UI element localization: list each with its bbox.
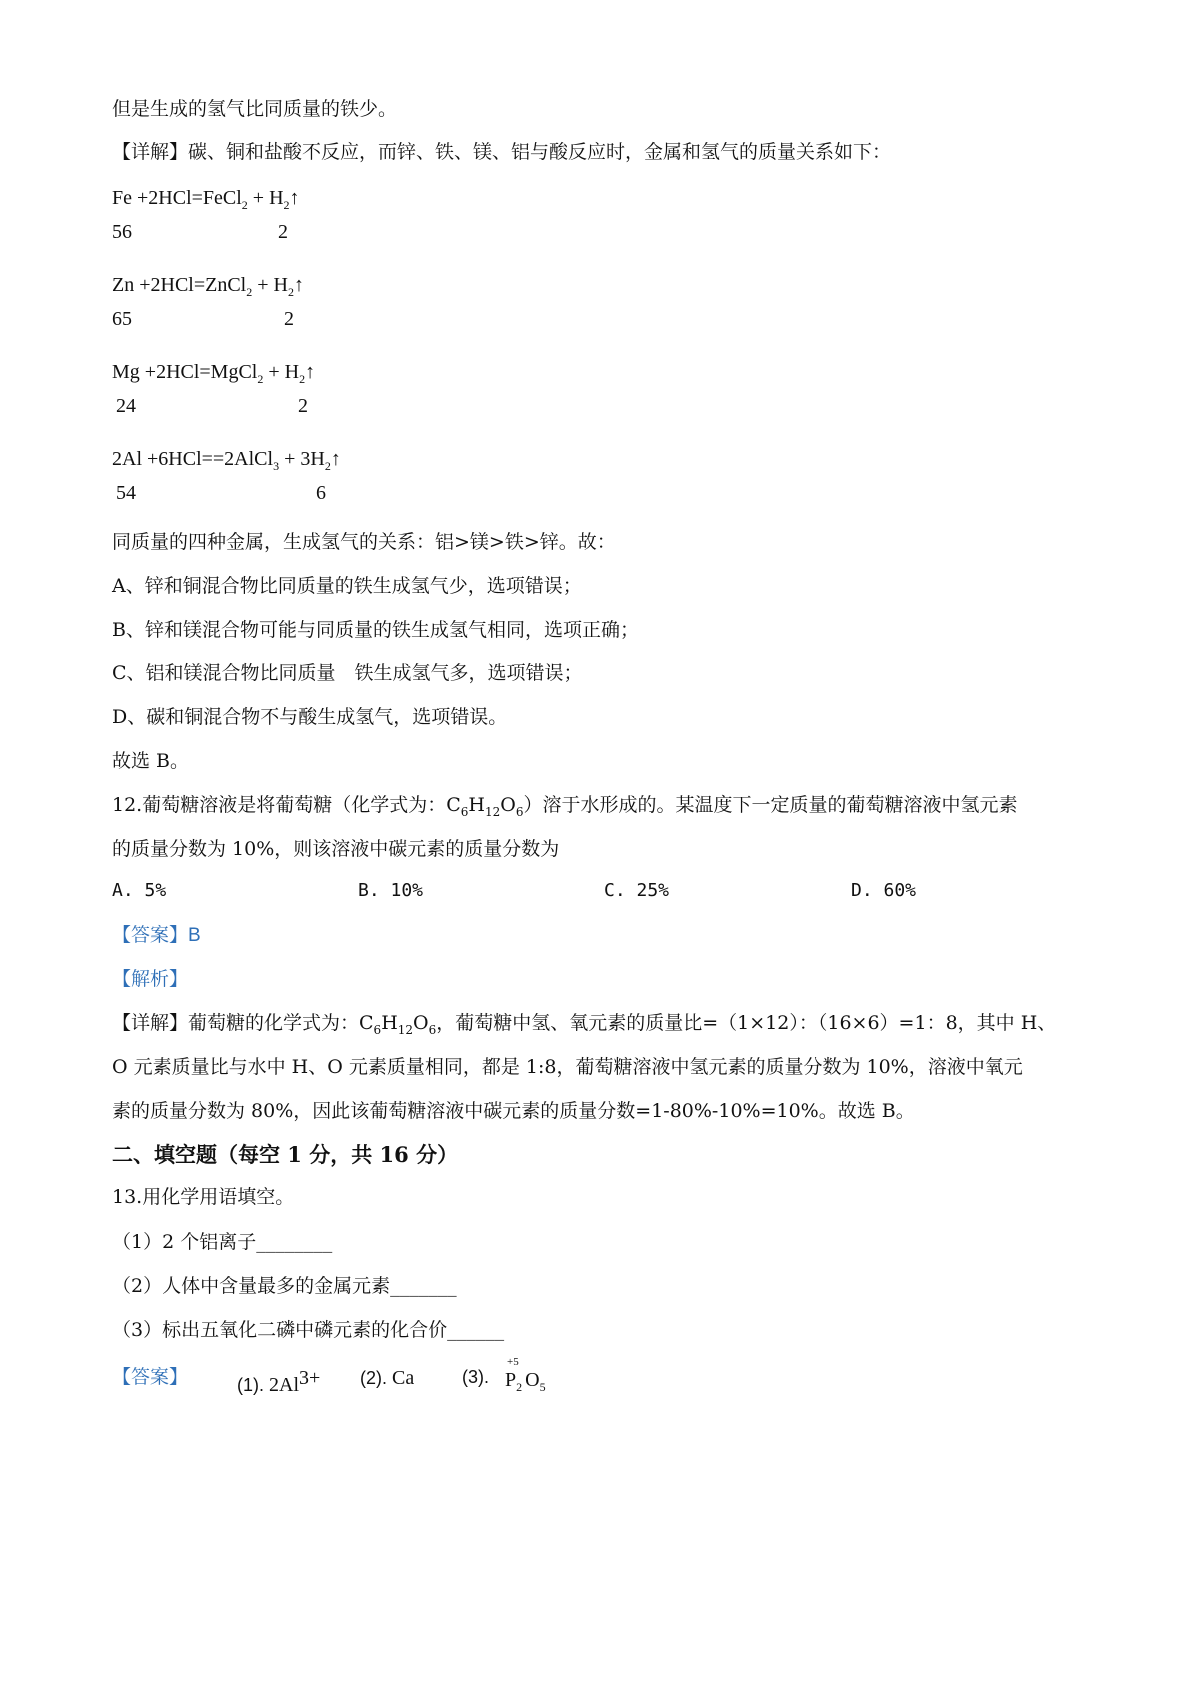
detail-12-line1: 【详解】葡萄糖的化学式为：$C_6H_{12}O_6$，葡萄糖中氢、氧元素的质量比=（1×12）：（16×6）=1：8，其中 H、 (112, 1012, 1057, 1037)
mass-fe: 56 (112, 221, 132, 243)
question-13-2: （2）人体中含量最多的金属元素_______ (112, 1275, 457, 1297)
detail-line: 【详解】碳、铜和盐酸不反应，而锌、铁、镁、铝与酸反应时，金属和氢气的质量关系如下： (112, 141, 892, 163)
option-c: C. 25% (604, 880, 670, 901)
choose-line: 故选 B。 (112, 750, 190, 772)
summary-line: 同质量的四种金属，生成氢气的关系：铝>镁>铁>锌。故： (112, 531, 616, 553)
mass-zn: 65 (112, 308, 132, 330)
mass-h2: 6 (316, 482, 326, 504)
answer-label: 【答案】 (112, 1366, 189, 1388)
answer-line (112, 924, 201, 948)
mass-h2: 2 (284, 308, 294, 330)
option-c-explanation: C、铝和镁混合物比同质量 铁生成氢气多，选项错误； (112, 662, 583, 684)
option-b-explanation: B、锌和镁混合物可能与同质量的铁生成氢气相同，选项正确； (112, 619, 639, 641)
answer-13-2: (2). Ca (360, 1367, 415, 1389)
option-b: B. 10% (358, 880, 424, 901)
equation-al: 2Al +6HCl==2AlCl$_3$ + $3H_2↑$ (112, 448, 341, 473)
analysis-label: 【解析】 (112, 968, 189, 990)
text-line: 但是生成的氢气比同质量的铁少。 (112, 98, 398, 120)
answer-value: B (188, 925, 201, 946)
answer-13-1: (1). $2Al^{3+}$ (237, 1367, 321, 1396)
mass-al: 54 (116, 482, 136, 504)
section-title: 二、填空题（每空 1 分，共 16 分） (112, 1142, 459, 1167)
question-13-1: （1）2 个铝离子________ (112, 1231, 333, 1253)
detail-12-line2: O 元素质量比与水中 H、O 元素质量相同，都是 1:8，葡萄糖溶液中氢元素的质量分数为 10%，溶液中氧元 (112, 1056, 1023, 1078)
p2o5-formula: $P_2$ $O_5$ (505, 1369, 546, 1394)
detail-12-line3: 素的质量分数为 80%，因此该葡萄糖溶液中碳元素的质量分数=1-80%-10%=10%。故选 B。 (112, 1100, 915, 1122)
valence-mark: +5 (507, 1356, 519, 1368)
question-12-line2: 的质量分数为 10%，则该溶液中碳元素的质量分数为 (112, 838, 560, 860)
equation-zn: Zn +2HCl=ZnCl$_2$ + $H_2↑$ (112, 274, 304, 299)
option-d-explanation: D、碳和铜混合物不与酸生成氢气，选项错误。 (112, 706, 508, 728)
mass-mg: 24 (116, 395, 136, 417)
question-12-line1: 12.葡萄糖溶液是将葡萄糖（化学式为：$C_6H_{12}O_6$）溶于水形成的。某温度下一定质量的葡萄糖溶液中氢元素 (112, 794, 1018, 819)
answer-13-3-label: (3). (462, 1367, 489, 1387)
equation-fe: Fe +2HCl=FeCl$_2$ + $H_2↑$ (112, 187, 300, 212)
mass-h2: 2 (298, 395, 308, 417)
question-13-3: （3）标出五氧化二磷中磷元素的化合价______ (112, 1319, 505, 1341)
option-a: A. 5% (112, 880, 167, 901)
answer-label: 【答案】 (112, 924, 189, 946)
option-d: D. 60% (851, 880, 917, 901)
mass-h2: 2 (278, 221, 288, 243)
equation-mg: Mg +2HCl=MgCl$_2$ + $H_2↑$ (112, 361, 316, 386)
question-13: 13.用化学用语填空。 (112, 1186, 295, 1208)
option-a-explanation: A、锌和铜混合物比同质量的铁生成氢气少，选项错误； (112, 575, 582, 597)
